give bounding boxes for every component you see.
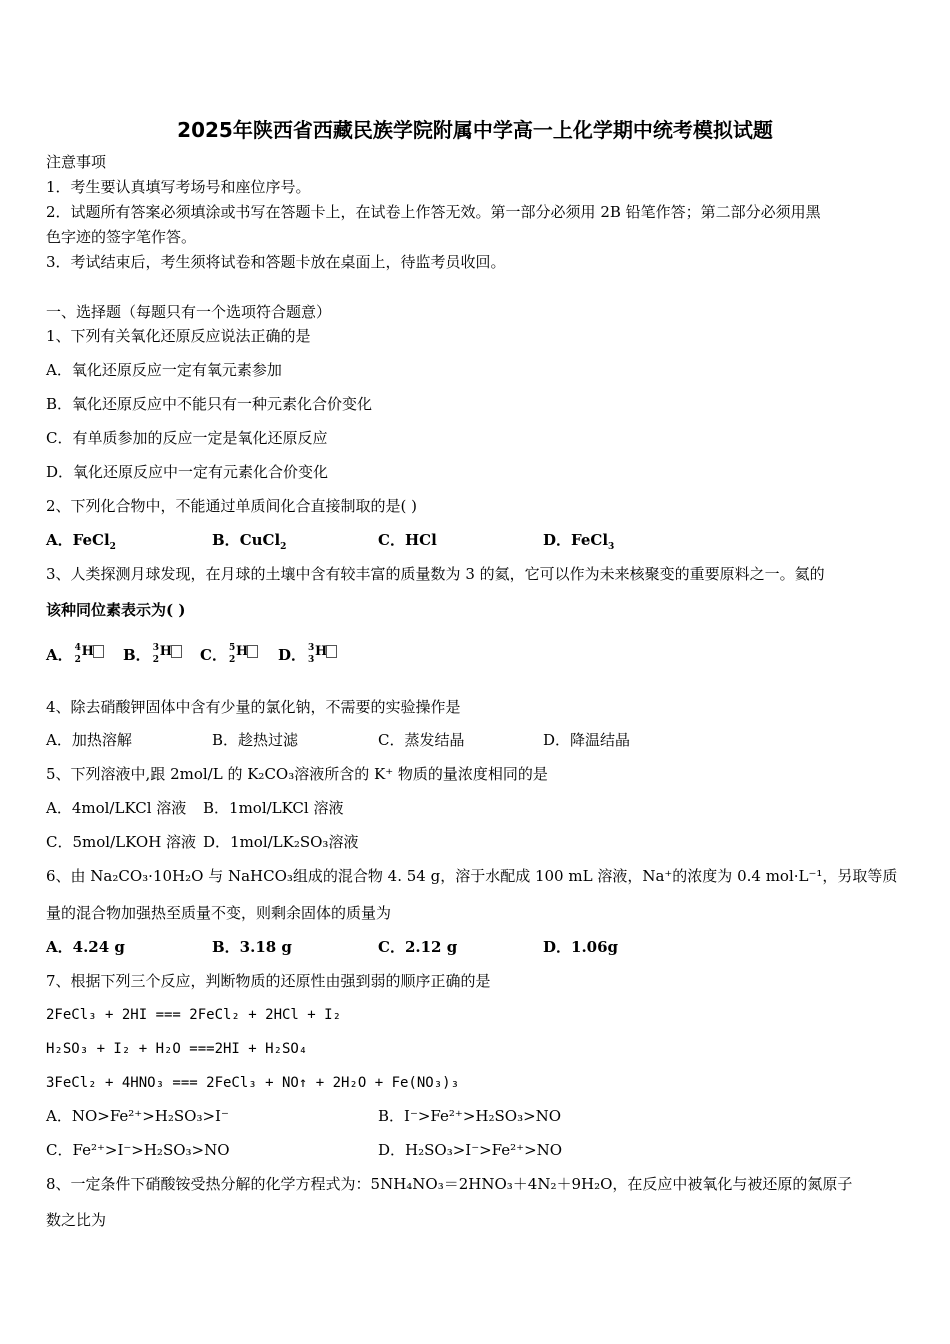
option: A．氧化还原反应一定有氧元素参加: [46, 361, 282, 379]
isotope-notation: 5 2 H: [229, 642, 259, 664]
option: A．FeCl$_2$: [46, 531, 116, 552]
question-stem: 2、下列化合物中，不能通过单质间化合直接制取的是( ): [46, 497, 418, 515]
question-stem: 6、由 Na₂CO₃·10H₂O 与 NaHCO₃组成的混合物 4. 54 g，溶于水配成 100 mL 溶液，Na⁺的浓度为 0.4 mol·L⁻¹，另取等质: [46, 867, 898, 885]
isotope-notation: 3 3 H: [308, 642, 338, 664]
isotope-notation: 3 2 H: [153, 642, 183, 664]
notice-item: 1．考生要认真填写考场号和座位序号。: [46, 178, 311, 196]
reaction-equation: H₂SO₃ + I₂ + H₂O ===2HI + H₂SO₄: [46, 1041, 308, 1057]
option: D．FeCl$_3$: [543, 531, 615, 552]
question-stem: 8、一定条件下硝酸铵受热分解的化学方程式为：5NH₄NO₃＝2HNO₃＋4N₂＋9H₂O，在反应中被氧化与被还原的氮原子: [46, 1175, 853, 1193]
option: B．氧化还原反应中不能只有一种元素化合价变化: [46, 395, 373, 413]
isotope-notation: 4 2 H: [75, 642, 105, 664]
option: D． 3 3 H: [278, 642, 338, 665]
question-stem: 4、除去硝酸钾固体中含有少量的氯化钠，不需要的实验操作是: [46, 698, 461, 716]
question-stem: 数之比为: [46, 1211, 107, 1229]
option: A．4mol/LKCl 溶液: [46, 799, 187, 817]
section-heading: 一、选择题（每题只有一个选项符合题意）: [46, 303, 332, 321]
notice-heading: 注意事项: [46, 153, 107, 171]
option: C．有单质参加的反应一定是氧化还原反应: [46, 429, 328, 447]
question-stem: 5、下列溶液中,跟 2mol/L 的 K₂CO₃溶液所含的 K⁺ 物质的量浓度相同的是: [46, 765, 548, 783]
option: D．氧化还原反应中一定有元素化合价变化: [46, 463, 329, 481]
option: C． 5 2 H: [200, 642, 259, 665]
question-stem: 量的混合物加强热至质量不变，则剩余固体的质量为: [46, 904, 392, 922]
notice-item: 2．试题所有答案必须填涂或书写在答题卡上，在试卷上作答无效。第一部分必须用 2B 铅笔作答；第二部分必须用黑: [46, 203, 821, 221]
option: C．5mol/LKOH 溶液: [46, 833, 197, 851]
notice-item: 3．考试结束后，考生须将试卷和答题卡放在桌面上，待监考员收回。: [46, 253, 506, 271]
option: D．1mol/LK₂SO₃溶液: [203, 833, 359, 851]
option: D．1.06g: [543, 938, 619, 956]
question-stem: 1、下列有关氧化还原反应说法正确的是: [46, 327, 311, 345]
option: C．Fe²⁺>I⁻>H₂SO₃>NO: [46, 1141, 230, 1159]
option: B．CuCl$_2$: [212, 531, 287, 552]
notice-item: 色字迹的签字笔作答。: [46, 228, 197, 246]
option: D．降温结晶: [543, 731, 631, 749]
question-stem: 该种同位素表示为( ): [46, 601, 186, 619]
option: A．加热溶解: [46, 731, 132, 749]
option: B．趁热过滤: [212, 731, 299, 749]
reaction-equation: 2FeCl₃ + 2HI === 2FeCl₂ + 2HCl + I₂: [46, 1007, 342, 1023]
option: C．2.12 g: [378, 938, 458, 956]
option: B．3.18 g: [212, 938, 292, 956]
reaction-equation: 3FeCl₂ + 4HNO₃ === 2FeCl₃ + NO↑ + 2H₂O + Fe(NO₃)₃: [46, 1075, 460, 1091]
page-title: 2025年陕西省西藏民族学院附属中学高一上化学期中统考模拟试题: [177, 118, 773, 142]
option: C．蒸发结晶: [378, 731, 465, 749]
option: A． 4 2 H: [46, 642, 105, 665]
option: A．4.24 g: [46, 938, 125, 956]
question-stem: 7、根据下列三个反应，判断物质的还原性由强到弱的顺序正确的是: [46, 972, 491, 990]
option: B．I⁻>Fe²⁺>H₂SO₃>NO: [378, 1107, 562, 1125]
option: A．NO>Fe²⁺>H₂SO₃>I⁻: [46, 1107, 229, 1125]
option: B．1mol/LKCl 溶液: [203, 799, 344, 817]
option: C．HCl: [378, 531, 437, 549]
question-stem: 3、人类探测月球发现，在月球的土壤中含有较丰富的质量数为 3 的氦，它可以作为未来核聚变的重要原料之一。氦的: [46, 565, 825, 583]
option: D．H₂SO₃>I⁻>Fe²⁺>NO: [378, 1141, 563, 1159]
option: B． 3 2 H: [123, 642, 183, 665]
